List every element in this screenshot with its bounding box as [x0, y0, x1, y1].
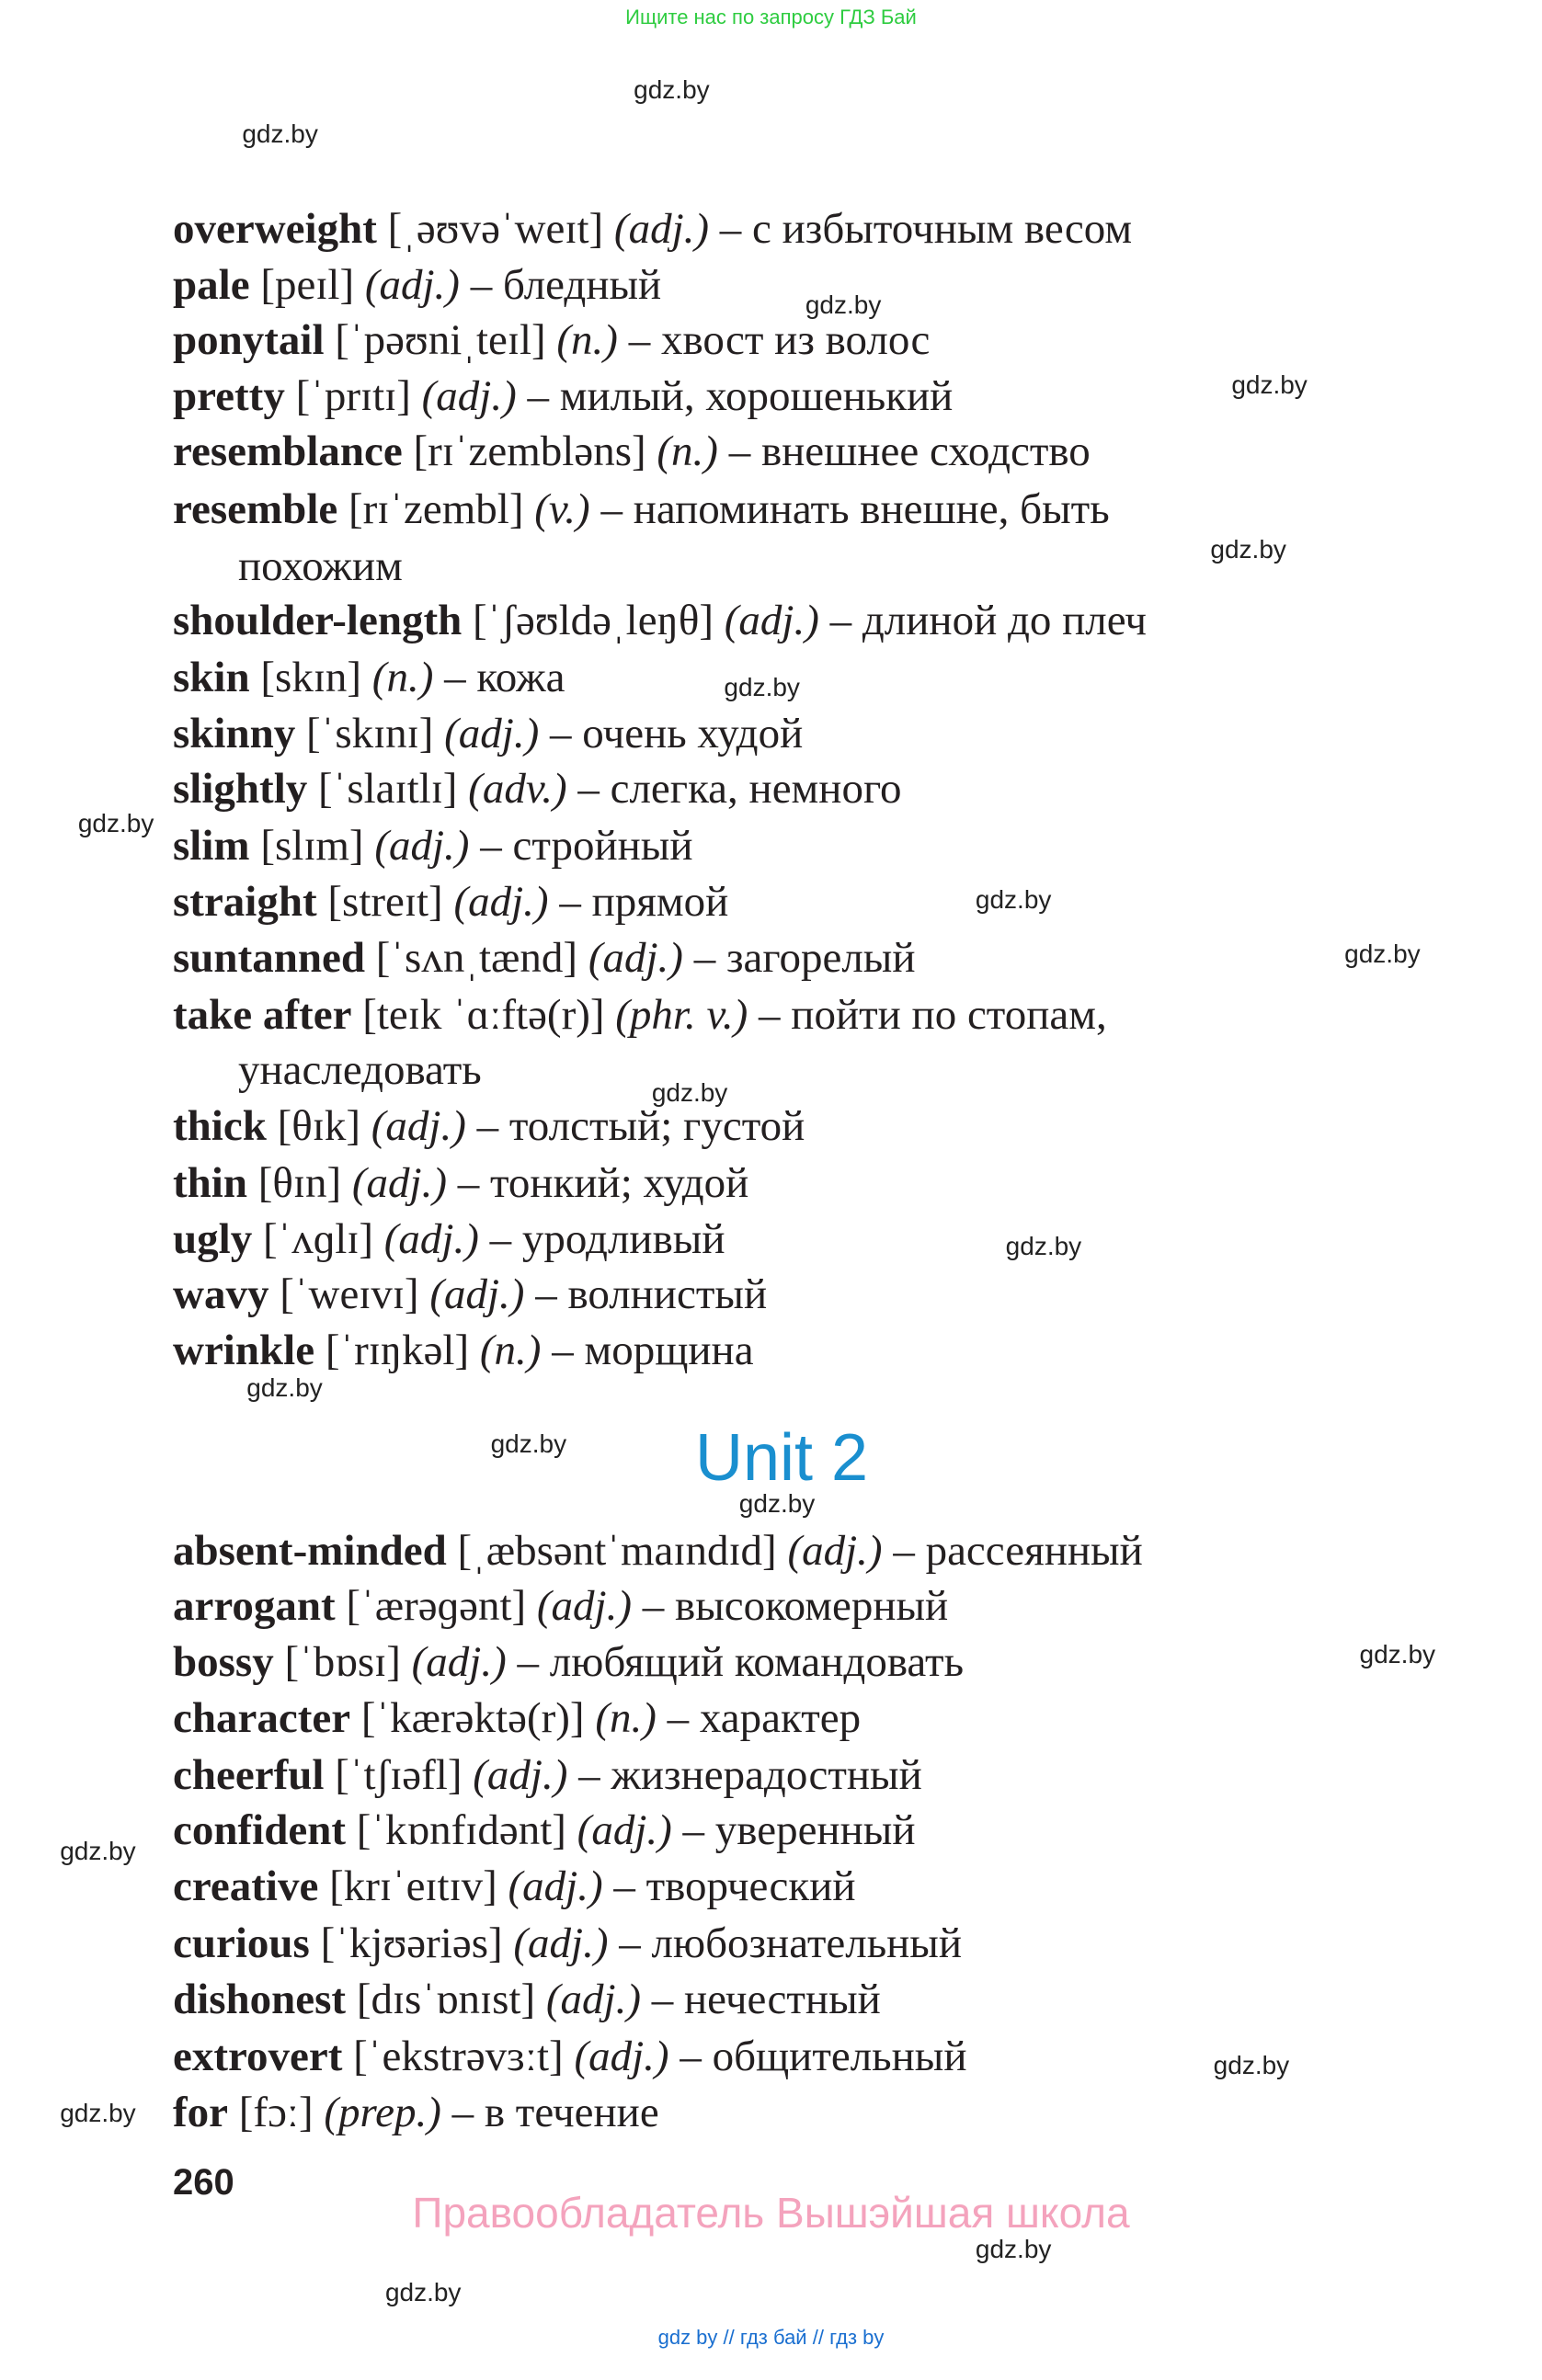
- transcription: [rɪˈzembləns]: [413, 427, 646, 476]
- vocab-entry: [173, 257, 661, 313]
- part-of-speech: (adj.): [536, 1582, 633, 1631]
- headword: suntanned: [173, 933, 365, 982]
- part-of-speech: (adj.): [513, 1919, 609, 1968]
- part-of-speech: (adj.): [787, 1526, 883, 1575]
- transcription: [teɪk ˈɑːftə(r)]: [362, 990, 605, 1039]
- transcription: [ˈkærəktə(r)]: [360, 1693, 585, 1742]
- part-of-speech: (adj.): [429, 1270, 525, 1319]
- headword: thick: [173, 1101, 267, 1150]
- transcription: [ˈekstrəvɜːt]: [353, 2033, 564, 2081]
- part-of-speech: (n.): [371, 653, 434, 701]
- translation: – общительный: [680, 2033, 967, 2081]
- unit-title: Unit 2: [694, 1421, 869, 1495]
- part-of-speech: (adj.): [508, 1862, 603, 1911]
- vocab-entry: [173, 1748, 922, 1803]
- transcription: [ˈweɪvɪ]: [280, 1270, 419, 1319]
- part-of-speech: (adj.): [364, 260, 460, 309]
- translation: – стройный: [480, 822, 693, 871]
- transcription: [θɪn]: [257, 1159, 342, 1208]
- headword: absent-minded: [173, 1526, 447, 1575]
- watermark: gdz.by: [1213, 2050, 1290, 2079]
- vocab-entry: [173, 201, 1132, 256]
- vocab-entry: [173, 1323, 754, 1378]
- vocab-entry: [173, 1972, 881, 2027]
- watermark: gdz.by: [1210, 534, 1286, 564]
- translation: – прямой: [559, 877, 729, 926]
- footer-link[interactable]: гдз by: [829, 2326, 885, 2349]
- headword: ugly: [173, 1214, 253, 1263]
- vocab-entry: [173, 818, 692, 873]
- part-of-speech: (adj.): [588, 933, 683, 982]
- translation: – творческий: [613, 1862, 856, 1911]
- part-of-speech: (adj.): [574, 2033, 669, 2081]
- part-of-speech: (adj.): [444, 709, 540, 757]
- vocab-entry: [173, 1691, 861, 1746]
- translation: – волнистый: [535, 1270, 768, 1319]
- part-of-speech: (adj.): [374, 822, 470, 871]
- vocab-entry: [173, 1859, 856, 1914]
- vocab-entry: [173, 2085, 659, 2140]
- transcription: [peɪl]: [260, 260, 355, 309]
- watermark: gdz.by: [975, 2234, 1052, 2263]
- vocab-entry: [173, 369, 953, 424]
- footer-link[interactable]: гдз бай: [739, 2326, 807, 2349]
- footer-links[interactable]: [0, 2326, 1542, 2350]
- footer-separator: //: [723, 2326, 735, 2349]
- vocab-entry: [173, 482, 1110, 537]
- headword: bossy: [173, 1638, 274, 1687]
- translation: – любящий командовать: [517, 1638, 965, 1687]
- vocab-entry: [173, 593, 1147, 648]
- translation: – внешнее сходство: [728, 427, 1091, 476]
- transcription: [ˈpəʊniˌteɪl]: [335, 316, 546, 365]
- transcription: [ˈʌɡlɪ]: [262, 1214, 374, 1263]
- watermark: gdz.by: [246, 1372, 323, 1402]
- headword: shoulder-length: [173, 596, 463, 644]
- part-of-speech: (adj.): [473, 1750, 568, 1799]
- transcription: [ˈkɒnfɪdənt]: [356, 1806, 566, 1855]
- headword: cheerful: [173, 1750, 325, 1799]
- transcription: [krɪˈeɪtɪv]: [329, 1862, 497, 1911]
- part-of-speech: (prep.): [324, 2088, 441, 2136]
- part-of-speech: (phr. v.): [615, 990, 748, 1039]
- transcription: [θɪk]: [277, 1101, 360, 1150]
- vocab-entry: [173, 650, 565, 705]
- part-of-speech: (n.): [556, 316, 618, 365]
- headword: slightly: [173, 765, 308, 814]
- watermark: gdz.by: [1344, 939, 1421, 969]
- footer-link[interactable]: gdz by: [657, 2326, 718, 2349]
- watermark: gdz.by: [634, 75, 710, 105]
- transcription: [ˈsʌnˌtænd]: [375, 933, 578, 982]
- vocab-entry: [173, 987, 1107, 1042]
- transcription: [ˌæbsəntˈmaɪndɪd]: [457, 1526, 777, 1575]
- translation: – уродливый: [489, 1214, 725, 1263]
- watermark: gdz.by: [77, 808, 154, 837]
- headword: skinny: [173, 709, 296, 757]
- transcription: [ˈʃəʊldəˌleŋθ]: [473, 596, 714, 644]
- part-of-speech: (adj.): [383, 1214, 479, 1263]
- part-of-speech: (adj.): [613, 204, 710, 253]
- translation-continuation: похожим: [238, 541, 403, 590]
- transcription: [ˈskɪnɪ]: [306, 709, 434, 757]
- translation: – загорелый: [693, 933, 916, 982]
- footer-separator: //: [812, 2326, 824, 2349]
- headword: for: [173, 2088, 229, 2136]
- transcription: [ˈkjʊəriəs]: [320, 1919, 503, 1968]
- part-of-speech: (adv.): [468, 765, 567, 814]
- translation: – нечестный: [651, 1975, 881, 2023]
- translation: – в течение: [451, 2088, 659, 2136]
- translation-continuation: унаследовать: [238, 1046, 482, 1095]
- transcription: [ˈrɪŋkəl]: [325, 1327, 470, 1374]
- vocab-entry: [173, 1803, 915, 1858]
- translation: – слегка, немного: [577, 765, 902, 814]
- headword: straight: [173, 877, 317, 926]
- watermark: gdz.by: [384, 2278, 462, 2307]
- headword: overweight: [173, 204, 377, 253]
- headword: thin: [173, 1159, 247, 1208]
- headword: dishonest: [173, 1975, 347, 2023]
- transcription: [ˈærəɡənt]: [346, 1582, 527, 1631]
- vocab-entry: [173, 1156, 748, 1211]
- part-of-speech: (adj.): [371, 1101, 466, 1150]
- page-number: 260: [173, 2162, 234, 2203]
- transcription: [ˈprɪtɪ]: [295, 371, 411, 420]
- translation: – любознательный: [619, 1919, 963, 1968]
- vocab-entry: [173, 1916, 962, 1971]
- part-of-speech: (adj.): [724, 596, 819, 644]
- vocab-entry: [173, 2029, 967, 2084]
- part-of-speech: (v.): [534, 484, 590, 533]
- translation: – высокомерный: [642, 1582, 949, 1631]
- translation: – уверенный: [682, 1806, 916, 1855]
- watermark: gdz.by: [1005, 1232, 1082, 1260]
- headword: curious: [173, 1919, 310, 1968]
- translation: – тонкий; худой: [457, 1159, 749, 1208]
- watermark: gdz.by: [975, 885, 1052, 915]
- headword: take after: [173, 990, 352, 1039]
- vocab-entry: [173, 706, 803, 761]
- vocab-entry: [173, 1523, 1143, 1578]
- vocab-entry: [173, 1634, 964, 1690]
- translation: – хвост из волос: [628, 316, 931, 365]
- part-of-speech: (adj.): [577, 1806, 672, 1855]
- vocab-entry: [173, 1212, 725, 1267]
- vocab-entry: [173, 874, 728, 929]
- headword: skin: [173, 653, 250, 701]
- part-of-speech: (adj.): [411, 1638, 507, 1687]
- translation: – напоминать внешне, быть: [600, 484, 1110, 533]
- translation: – толстый; густой: [476, 1101, 805, 1150]
- transcription: [ˈbɒsɪ]: [284, 1638, 401, 1687]
- vocab-entry: [173, 761, 902, 816]
- translation: – милый, хорошенький: [527, 371, 954, 420]
- part-of-speech: (n.): [479, 1327, 542, 1374]
- transcription: [rɪˈzembl]: [348, 484, 524, 533]
- headword: wrinkle: [173, 1327, 315, 1374]
- watermark: gdz.by: [490, 1429, 567, 1458]
- headword: arrogant: [173, 1582, 336, 1631]
- watermark: gdz.by: [1359, 1639, 1436, 1668]
- transcription: [ˌəʊvəˈweɪt]: [387, 204, 604, 253]
- transcription: [ˈtʃɪəfl]: [335, 1750, 463, 1799]
- watermark: gdz.by: [724, 673, 800, 702]
- watermark: gdz.by: [242, 119, 318, 148]
- translation: – рассеянный: [893, 1526, 1143, 1575]
- watermark: gdz.by: [651, 1077, 728, 1107]
- translation: – длиной до плеч: [829, 596, 1148, 644]
- part-of-speech: (adj.): [421, 371, 517, 420]
- translation: – очень худой: [550, 709, 804, 757]
- watermark: gdz.by: [1231, 370, 1308, 400]
- translation: – бледный: [470, 260, 662, 309]
- headword: pretty: [173, 371, 285, 420]
- transcription: [slɪm]: [260, 822, 364, 871]
- part-of-speech: (adj.): [453, 877, 549, 926]
- copyright-note: Правообладатель Вышэйшая школа: [412, 2189, 1130, 2237]
- vocab-entry: [173, 1267, 767, 1322]
- watermark: gdz.by: [805, 290, 882, 320]
- transcription: [skɪn]: [260, 653, 362, 701]
- transcription: [dɪsˈɒnɪst]: [356, 1975, 536, 2023]
- part-of-speech: (n.): [657, 427, 718, 476]
- headword: confident: [173, 1806, 346, 1855]
- transcription: [streɪt]: [327, 877, 443, 926]
- vocab-entry: [173, 1578, 948, 1634]
- transcription: [fɔː]: [238, 2088, 314, 2136]
- headword: character: [173, 1693, 351, 1742]
- headword: resemble: [173, 484, 338, 533]
- headword: wavy: [173, 1270, 269, 1319]
- watermark: gdz.by: [738, 1489, 816, 1519]
- vocab-entry: [173, 313, 930, 368]
- translation: – с избыточным весом: [719, 204, 1133, 253]
- translation: – жизнерадостный: [578, 1750, 922, 1799]
- watermark: gdz.by: [60, 2099, 136, 2128]
- part-of-speech: (adj.): [351, 1159, 447, 1208]
- headword: ponytail: [173, 316, 325, 365]
- translation: – морщина: [552, 1327, 754, 1374]
- headword: pale: [173, 260, 250, 309]
- headword: creative: [173, 1862, 319, 1911]
- headword: resemblance: [173, 427, 403, 476]
- headword: extrovert: [173, 2033, 343, 2081]
- translation: – кожа: [444, 653, 565, 701]
- translation: – пойти по стопам,: [759, 990, 1107, 1039]
- part-of-speech: (n.): [595, 1693, 657, 1742]
- watermark: gdz.by: [60, 1837, 136, 1866]
- headword: slim: [173, 822, 250, 871]
- vocab-entry: [173, 424, 1091, 479]
- translation: – характер: [667, 1693, 862, 1742]
- vocab-entry: [173, 930, 916, 985]
- transcription: [ˈslaɪtlɪ]: [318, 765, 458, 814]
- header-note: Ищите нас по запросу ГДЗ Бай: [625, 6, 917, 28]
- part-of-speech: (adj.): [545, 1975, 641, 2023]
